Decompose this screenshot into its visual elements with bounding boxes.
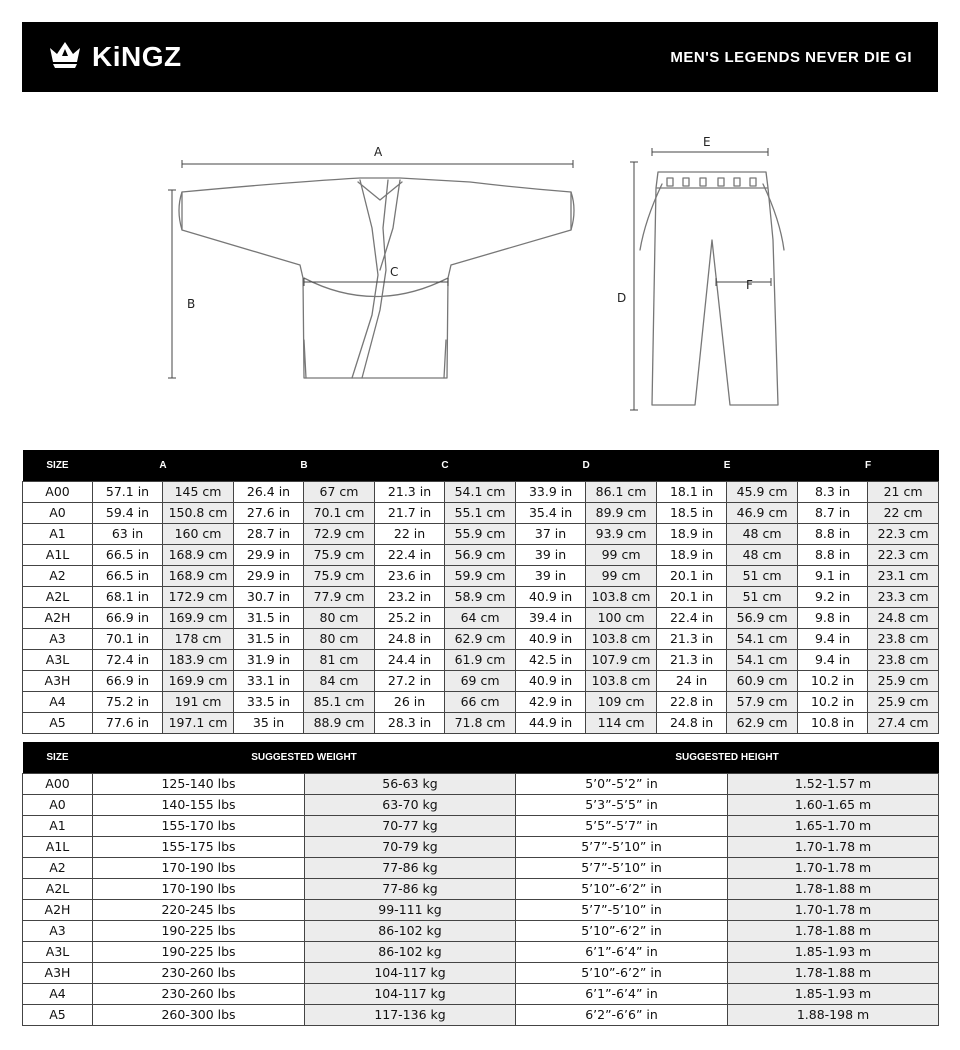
table-cell: 24.4 in: [375, 649, 445, 670]
table-cell: 103.8 cm: [586, 670, 657, 691]
table-cell: 1.52-1.57 m: [728, 773, 939, 794]
table-cell: 9.1 in: [798, 565, 868, 586]
column-header-b: B: [234, 450, 375, 481]
table-cell: 40.9 in: [516, 628, 586, 649]
size-cell: A3: [23, 920, 93, 941]
table-cell: 28.7 in: [234, 523, 304, 544]
table-cell: 5’7”-5’10” in: [516, 836, 728, 857]
table-cell: 27.6 in: [234, 502, 304, 523]
table-row: [23, 607, 939, 628]
table-cell: 8.7 in: [798, 502, 868, 523]
table-cell: 22.3 cm: [868, 523, 939, 544]
table-row: [23, 962, 939, 983]
table-cell: 77.6 in: [93, 712, 163, 733]
table-row: [23, 1004, 939, 1025]
table-cell: 5’0”-5’2” in: [516, 773, 728, 794]
table-row: [23, 628, 939, 649]
table-cell: 1.85-1.93 m: [728, 941, 939, 962]
table-cell: 62.9 cm: [727, 712, 798, 733]
table-cell: 169.9 cm: [163, 607, 234, 628]
measurement-table: [22, 450, 939, 734]
size-cell: A0: [23, 502, 93, 523]
table-cell: 5’10”-6’2” in: [516, 920, 728, 941]
pants-illustration: [640, 172, 784, 405]
table-cell: 1.85-1.93 m: [728, 983, 939, 1004]
size-cell: A1L: [23, 836, 93, 857]
table-cell: 51 cm: [727, 565, 798, 586]
table-cell: 39 in: [516, 544, 586, 565]
table-cell: 75.9 cm: [304, 544, 375, 565]
table-cell: 24 in: [657, 670, 727, 691]
table-cell: 23.1 cm: [868, 565, 939, 586]
brand-name: KiNGZ: [92, 41, 182, 72]
table-cell: 70-77 kg: [305, 815, 516, 836]
column-header-suggested-height: SUGGESTED HEIGHT: [516, 742, 939, 773]
table-row: [23, 523, 939, 544]
table-cell: 25.2 in: [375, 607, 445, 628]
table-cell: 64 cm: [445, 607, 516, 628]
table-cell: 54.1 cm: [727, 649, 798, 670]
size-cell: A5: [23, 1004, 93, 1025]
table-cell: 31.9 in: [234, 649, 304, 670]
table-cell: 23.3 cm: [868, 586, 939, 607]
table-cell: 26.4 in: [234, 481, 304, 502]
table-cell: 66.5 in: [93, 565, 163, 586]
table-row: [23, 773, 939, 794]
table-cell: 75.2 in: [93, 691, 163, 712]
table-cell: 55.9 cm: [445, 523, 516, 544]
table-cell: 80 cm: [304, 607, 375, 628]
suggestion-table: [22, 742, 939, 1026]
size-cell: A1: [23, 815, 93, 836]
table-cell: 114 cm: [586, 712, 657, 733]
column-header-c: C: [375, 450, 516, 481]
column-header-d: D: [516, 450, 657, 481]
table-cell: 20.1 in: [657, 586, 727, 607]
table-cell: 93.9 cm: [586, 523, 657, 544]
table-cell: 86-102 kg: [305, 941, 516, 962]
table-cell: 168.9 cm: [163, 544, 234, 565]
table-cell: 51 cm: [727, 586, 798, 607]
table-cell: 80 cm: [304, 628, 375, 649]
table-cell: 145 cm: [163, 481, 234, 502]
table-row: [23, 857, 939, 878]
table-cell: 103.8 cm: [586, 628, 657, 649]
table-cell: 29.9 in: [234, 565, 304, 586]
table-row: [23, 983, 939, 1004]
product-title: MEN'S LEGENDS NEVER DIE GI: [670, 48, 912, 66]
dimension-label-b: B: [187, 297, 196, 311]
table-cell: 117-136 kg: [305, 1004, 516, 1025]
table-cell: 22.8 in: [657, 691, 727, 712]
table-cell: 1.70-1.78 m: [728, 836, 939, 857]
column-header-a: A: [93, 450, 234, 481]
table-cell: 155-170 lbs: [93, 815, 305, 836]
table-cell: 89.9 cm: [586, 502, 657, 523]
table-cell: 6’1”-6’4” in: [516, 941, 728, 962]
table-cell: 1.78-1.88 m: [728, 962, 939, 983]
table-cell: 77-86 kg: [305, 878, 516, 899]
column-header-f: F: [798, 450, 939, 481]
garment-diagram: [0, 100, 960, 440]
table-cell: 59.9 cm: [445, 565, 516, 586]
table-cell: 100 cm: [586, 607, 657, 628]
table-cell: 1.65-1.70 m: [728, 815, 939, 836]
table-cell: 70.1 cm: [304, 502, 375, 523]
table-cell: 70.1 in: [93, 628, 163, 649]
table-cell: 56.9 cm: [727, 607, 798, 628]
table-cell: 10.2 in: [798, 691, 868, 712]
size-cell: A2H: [23, 607, 93, 628]
table-cell: 40.9 in: [516, 586, 586, 607]
table-cell: 62.9 cm: [445, 628, 516, 649]
table-cell: 21 cm: [868, 481, 939, 502]
table-cell: 31.5 in: [234, 628, 304, 649]
table-cell: 31.5 in: [234, 607, 304, 628]
table-cell: 10.2 in: [798, 670, 868, 691]
table-cell: 27.2 in: [375, 670, 445, 691]
table-row: [23, 794, 939, 815]
table-row: [23, 649, 939, 670]
table-cell: 61.9 cm: [445, 649, 516, 670]
size-cell: A3: [23, 628, 93, 649]
table-cell: 37 in: [516, 523, 586, 544]
dimension-label-e: E: [703, 135, 711, 149]
table-cell: 9.4 in: [798, 649, 868, 670]
table-cell: 23.8 cm: [868, 649, 939, 670]
table-cell: 23.6 in: [375, 565, 445, 586]
dimension-label-a: A: [374, 145, 383, 159]
column-header-e: E: [657, 450, 798, 481]
table-cell: 172.9 cm: [163, 586, 234, 607]
table-row: [23, 815, 939, 836]
table-cell: 72.4 in: [93, 649, 163, 670]
table-cell: 86.1 cm: [586, 481, 657, 502]
table-cell: 5’7”-5’10” in: [516, 857, 728, 878]
size-cell: A3L: [23, 649, 93, 670]
table-cell: 140-155 lbs: [93, 794, 305, 815]
table-cell: 190-225 lbs: [93, 920, 305, 941]
table-cell: 21.7 in: [375, 502, 445, 523]
table-cell: 18.9 in: [657, 544, 727, 565]
table-cell: 86-102 kg: [305, 920, 516, 941]
dimension-label-d: D: [617, 291, 627, 305]
table-cell: 9.4 in: [798, 628, 868, 649]
table-cell: 150.8 cm: [163, 502, 234, 523]
table-cell: 1.70-1.78 m: [728, 857, 939, 878]
table-cell: 45.9 cm: [727, 481, 798, 502]
table-cell: 191 cm: [163, 691, 234, 712]
table-cell: 107.9 cm: [586, 649, 657, 670]
table-cell: 25.9 cm: [868, 691, 939, 712]
table-cell: 54.1 cm: [445, 481, 516, 502]
table-cell: 24.8 in: [657, 712, 727, 733]
table-cell: 1.60-1.65 m: [728, 794, 939, 815]
table-cell: 81 cm: [304, 649, 375, 670]
table-cell: 56.9 cm: [445, 544, 516, 565]
dimension-label-f: F: [746, 278, 753, 292]
table-cell: 40.9 in: [516, 670, 586, 691]
table-cell: 48 cm: [727, 523, 798, 544]
table-cell: 54.1 cm: [727, 628, 798, 649]
table-cell: 33.9 in: [516, 481, 586, 502]
size-cell: A0: [23, 794, 93, 815]
table-cell: 48 cm: [727, 544, 798, 565]
table-cell: 55.1 cm: [445, 502, 516, 523]
size-cell: A00: [23, 481, 93, 502]
table-cell: 104-117 kg: [305, 962, 516, 983]
table-cell: 63 in: [93, 523, 163, 544]
table-cell: 24.8 in: [375, 628, 445, 649]
table-cell: 35 in: [234, 712, 304, 733]
table-cell: 170-190 lbs: [93, 857, 305, 878]
table-cell: 24.8 cm: [868, 607, 939, 628]
table-cell: 103.8 cm: [586, 586, 657, 607]
table-cell: 230-260 lbs: [93, 983, 305, 1004]
dimension-label-c: C: [390, 265, 399, 279]
table-cell: 33.1 in: [234, 670, 304, 691]
size-cell: A00: [23, 773, 93, 794]
size-cell: A3L: [23, 941, 93, 962]
table-cell: 59.4 in: [93, 502, 163, 523]
size-cell: A2H: [23, 899, 93, 920]
table-cell: 9.2 in: [798, 586, 868, 607]
table-cell: 88.9 cm: [304, 712, 375, 733]
size-cell: A2L: [23, 878, 93, 899]
size-cell: A1L: [23, 544, 93, 565]
table-cell: 1.88-198 m: [728, 1004, 939, 1025]
table-cell: 35.4 in: [516, 502, 586, 523]
table-cell: 5’7”-5’10” in: [516, 899, 728, 920]
table-cell: 5’3”-5’5” in: [516, 794, 728, 815]
table-cell: 22.4 in: [657, 607, 727, 628]
table-cell: 20.1 in: [657, 565, 727, 586]
table-cell: 75.9 cm: [304, 565, 375, 586]
column-header-size: SIZE: [23, 742, 93, 773]
table-cell: 21.3 in: [657, 649, 727, 670]
table-cell: 183.9 cm: [163, 649, 234, 670]
size-cell: A5: [23, 712, 93, 733]
table-cell: 68.1 in: [93, 586, 163, 607]
table-cell: 10.8 in: [798, 712, 868, 733]
brand: [48, 40, 182, 74]
header-banner: [22, 22, 938, 92]
table-cell: 178 cm: [163, 628, 234, 649]
table-cell: 60.9 cm: [727, 670, 798, 691]
size-cell: A3H: [23, 962, 93, 983]
table-cell: 23.2 in: [375, 586, 445, 607]
table-cell: 69 cm: [445, 670, 516, 691]
table-cell: 30.7 in: [234, 586, 304, 607]
table-cell: 66.9 in: [93, 670, 163, 691]
table-cell: 169.9 cm: [163, 670, 234, 691]
table-row: [23, 670, 939, 691]
table-cell: 8.3 in: [798, 481, 868, 502]
table-cell: 71.8 cm: [445, 712, 516, 733]
table-cell: 42.5 in: [516, 649, 586, 670]
table-cell: 99 cm: [586, 565, 657, 586]
table-cell: 170-190 lbs: [93, 878, 305, 899]
jacket-illustration: [179, 178, 574, 378]
table-cell: 58.9 cm: [445, 586, 516, 607]
column-header-size: SIZE: [23, 450, 93, 481]
table-cell: 26 in: [375, 691, 445, 712]
table-cell: 5’10”-6’2” in: [516, 962, 728, 983]
table-row: [23, 899, 939, 920]
table-cell: 197.1 cm: [163, 712, 234, 733]
size-cell: A2: [23, 857, 93, 878]
table-row: [23, 544, 939, 565]
table-cell: 6’1”-6’4” in: [516, 983, 728, 1004]
table-cell: 28.3 in: [375, 712, 445, 733]
table-cell: 125-140 lbs: [93, 773, 305, 794]
table-cell: 42.9 in: [516, 691, 586, 712]
table-cell: 190-225 lbs: [93, 941, 305, 962]
table-cell: 66.5 in: [93, 544, 163, 565]
table-cell: 85.1 cm: [304, 691, 375, 712]
size-cell: A2L: [23, 586, 93, 607]
table-cell: 260-300 lbs: [93, 1004, 305, 1025]
size-cell: A4: [23, 983, 93, 1004]
table-cell: 66 cm: [445, 691, 516, 712]
table-cell: 220-245 lbs: [93, 899, 305, 920]
table-cell: 5’10”-6’2” in: [516, 878, 728, 899]
table-cell: 33.5 in: [234, 691, 304, 712]
table-cell: 18.9 in: [657, 523, 727, 544]
table-row: [23, 565, 939, 586]
table-cell: 160 cm: [163, 523, 234, 544]
table-cell: 56-63 kg: [305, 773, 516, 794]
measurement-header-row: [23, 450, 939, 481]
table-cell: 67 cm: [304, 481, 375, 502]
table-cell: 99 cm: [586, 544, 657, 565]
table-cell: 22 in: [375, 523, 445, 544]
table-cell: 77.9 cm: [304, 586, 375, 607]
table-cell: 104-117 kg: [305, 983, 516, 1004]
table-cell: 18.1 in: [657, 481, 727, 502]
table-cell: 57.9 cm: [727, 691, 798, 712]
table-cell: 99-111 kg: [305, 899, 516, 920]
table-cell: 46.9 cm: [727, 502, 798, 523]
table-cell: 29.9 in: [234, 544, 304, 565]
table-cell: 44.9 in: [516, 712, 586, 733]
table-cell: 22 cm: [868, 502, 939, 523]
size-cell: A3H: [23, 670, 93, 691]
table-cell: 22.4 in: [375, 544, 445, 565]
table-cell: 25.9 cm: [868, 670, 939, 691]
table-row: [23, 691, 939, 712]
table-row: [23, 836, 939, 857]
table-cell: 23.8 cm: [868, 628, 939, 649]
table-cell: 1.78-1.88 m: [728, 878, 939, 899]
size-cell: A2: [23, 565, 93, 586]
table-row: [23, 941, 939, 962]
table-cell: 39.4 in: [516, 607, 586, 628]
suggestion-header-row: [23, 742, 939, 773]
table-cell: 63-70 kg: [305, 794, 516, 815]
table-cell: 27.4 cm: [868, 712, 939, 733]
table-cell: 18.5 in: [657, 502, 727, 523]
table-cell: 21.3 in: [375, 481, 445, 502]
table-cell: 70-79 kg: [305, 836, 516, 857]
table-row: [23, 712, 939, 733]
table-row: [23, 481, 939, 502]
table-cell: 6’2”-6’6” in: [516, 1004, 728, 1025]
table-cell: 8.8 in: [798, 523, 868, 544]
table-cell: 84 cm: [304, 670, 375, 691]
size-cell: A4: [23, 691, 93, 712]
table-cell: 230-260 lbs: [93, 962, 305, 983]
table-row: [23, 920, 939, 941]
table-cell: 66.9 in: [93, 607, 163, 628]
table-cell: 1.78-1.88 m: [728, 920, 939, 941]
table-cell: 39 in: [516, 565, 586, 586]
table-cell: 22.3 cm: [868, 544, 939, 565]
table-cell: 8.8 in: [798, 544, 868, 565]
table-cell: 21.3 in: [657, 628, 727, 649]
table-cell: 168.9 cm: [163, 565, 234, 586]
table-cell: 155-175 lbs: [93, 836, 305, 857]
table-cell: 1.70-1.78 m: [728, 899, 939, 920]
table-cell: 9.8 in: [798, 607, 868, 628]
crown-icon: [48, 40, 82, 74]
table-cell: 77-86 kg: [305, 857, 516, 878]
table-row: [23, 586, 939, 607]
table-cell: 5’5”-5’7” in: [516, 815, 728, 836]
column-header-suggested-weight: SUGGESTED WEIGHT: [93, 742, 516, 773]
table-cell: 57.1 in: [93, 481, 163, 502]
table-cell: 109 cm: [586, 691, 657, 712]
table-row: [23, 502, 939, 523]
table-cell: 72.9 cm: [304, 523, 375, 544]
table-row: [23, 878, 939, 899]
size-cell: A1: [23, 523, 93, 544]
